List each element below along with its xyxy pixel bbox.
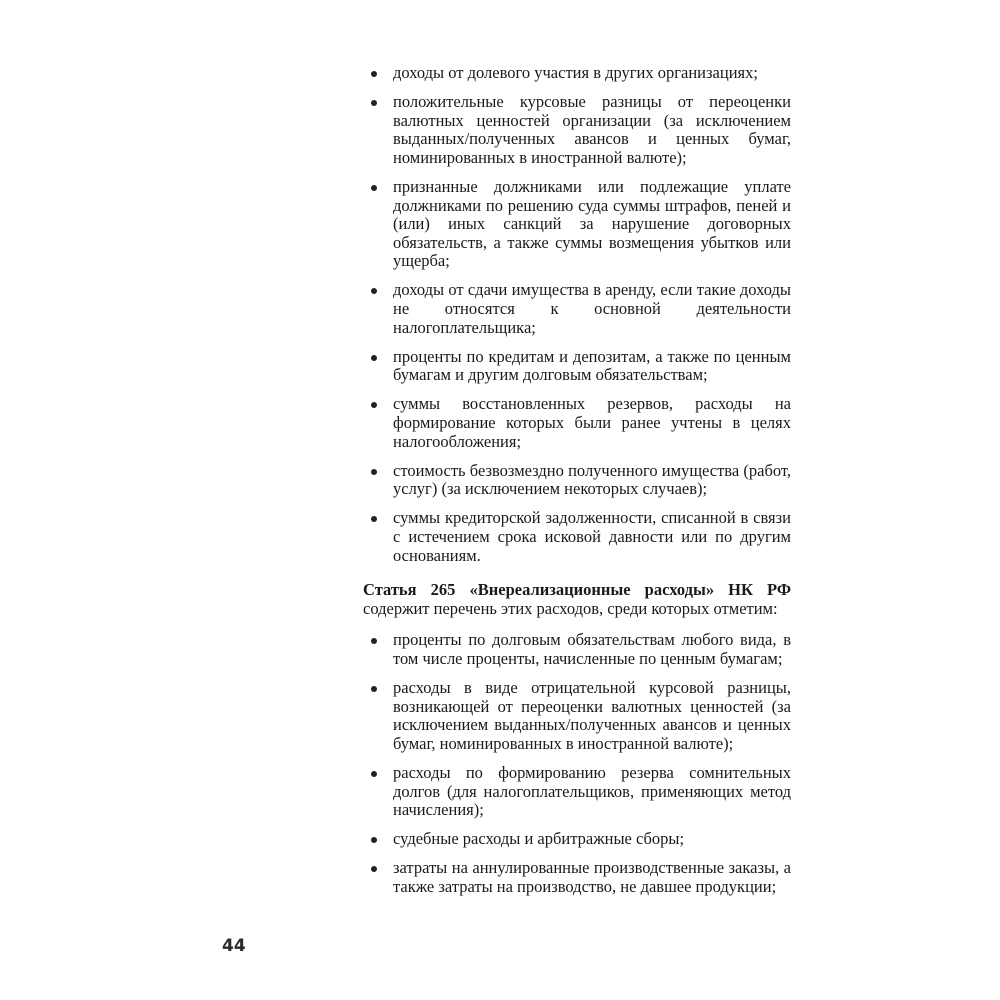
list-item: проценты по кредитам и депозитам, а также по ценным бумагам и другим долговым обязательствам; [363, 348, 791, 385]
expense-list [363, 631, 791, 896]
list-item: доходы от долевого участия в других организациях; [363, 64, 791, 83]
list-item: расходы по формированию резерва сомнительных долгов (для налогоплательщиков, применяющих метод начисления); [363, 764, 791, 820]
list-item: суммы кредиторской задолженности, списанной в связи с истечением срока исковой давности или по другим основаниям. [363, 509, 791, 565]
main-text [363, 64, 791, 907]
list-item: судебные расходы и арбитражные сборы; [363, 830, 791, 849]
page-number: 44 [222, 936, 246, 956]
list-item: проценты по долговым обязательствам любого вида, в том числе проценты, начисленные по ценным бумагам; [363, 631, 791, 668]
income-list [363, 64, 791, 565]
article-text: содержит перечень этих расходов, среди которых отметим: [363, 598, 778, 618]
list-item: признанные должниками или подлежащие уплате должниками по решению суда суммы штрафов, пеней и (или) иных санкций за нарушение договорных обязательств, а также суммы возмещения убытков или ущерба; [363, 178, 791, 271]
article-lead: Статья 265 «Внереализационные расходы» НК РФ [363, 580, 791, 600]
list-item: суммы восстановленных резервов, расходы на формирование которых были ранее учтены в целях налогообложения; [363, 395, 791, 451]
list-item: доходы от сдачи имущества в аренду, если такие доходы не относятся к основной деятельности налогоплательщика; [363, 281, 791, 337]
article-paragraph [363, 581, 791, 618]
list-item: стоимость безвозмездно полученного имущества (работ, услуг) (за исключением некоторых случаев); [363, 462, 791, 499]
list-item: положительные курсовые разницы от переоценки валютных ценностей организации (за исключением выданных/полученных авансов и ценных бумаг, номинированных в иностранной валюте); [363, 93, 791, 167]
list-item: расходы в виде отрицательной курсовой разницы, возникающей от переоценки валютных ценностей (за исключением выданных/полученных авансов и ценных бумаг, номинированных в иностранной валюте); [363, 679, 791, 753]
list-item: затраты на аннулированные производственные заказы, а также затраты на производство, не давшее продукции; [363, 859, 791, 896]
